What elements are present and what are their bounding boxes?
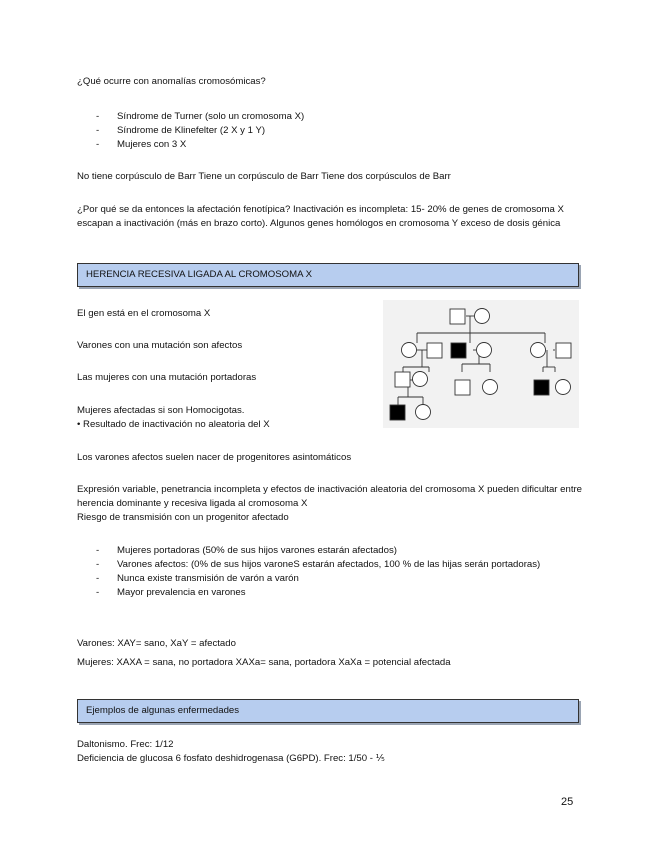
anomalies-list (77, 110, 585, 152)
female-symbol (416, 405, 431, 420)
section-header-recessive-x: HERENCIA RECESIVA LIGADA AL CROMOSOMA X (77, 263, 579, 287)
affected-male-symbol (451, 343, 466, 358)
list-item: - Síndrome de Klinefelter (2 X y 1 Y) (77, 124, 585, 138)
genotype-females-text: Mujeres: XAXA = sana, no portadora XAXa= sana, portadora XaXa = potencial afectada (77, 657, 451, 668)
male-symbol (556, 343, 571, 358)
female-symbol (556, 380, 571, 395)
males-affected-text: Varones con una mutación son afectos (77, 340, 243, 351)
affected-male-symbol (390, 405, 405, 420)
risk-title: Riesgo de transmisión con un progenitor afectado (77, 512, 289, 523)
risk-list (77, 544, 585, 600)
female-symbol (477, 343, 492, 358)
male-symbol (395, 372, 410, 387)
list-item: - Mujeres portadoras (50% de sus hijos varones estarán afectados) (77, 544, 585, 558)
female-symbol (402, 343, 417, 358)
female-symbol (413, 372, 428, 387)
inactivation-paragraph: ¿Por qué se da entonces la afectación fenotípica? Inactivación es incompleta: 15- 20% de genes de cromosoma X escapan a inactivación (más en brazo corto). Algunos genes homólogos en cromosoma Y exceso de dosis génica (77, 204, 564, 229)
non-random-inactivation-text: • Resultado de inactivación no aleatoria del X (77, 419, 270, 430)
male-symbol (427, 343, 442, 358)
female-symbol (531, 343, 546, 358)
asymptomatic-parents-text: Los varones afectos suelen nacer de progenitores asintomáticos (77, 452, 352, 463)
affected-male-symbol (534, 380, 549, 395)
list-item: - Síndrome de Turner (solo un cromosoma X) (77, 110, 585, 124)
list-item: - Nunca existe transmisión de varón a varón (77, 572, 585, 586)
question-chromosomal-anomalies: ¿Qué ocurre con anomalías cromosómicas? (77, 76, 266, 87)
gene-on-x-text: El gen está en el cromosoma X (77, 308, 211, 319)
male-symbol (450, 309, 465, 324)
females-carriers-text: Las mujeres con una mutación portadoras (77, 372, 257, 383)
female-symbol (475, 309, 490, 324)
list-item: - Varones afectos: (0% de sus hijos varoneS estarán afectados, 100 % de las hijas serán portadoras) (77, 558, 585, 572)
disease-g6pd: Deficiencia de glucosa 6 fosfato deshidrogenasa (G6PD). Frec: 1/50 - ⅕ (77, 753, 385, 764)
affected-women-text: Mujeres afectadas si son Homocigotas. (77, 405, 245, 416)
female-symbol (483, 380, 498, 395)
male-symbol (455, 380, 470, 395)
barr-bodies-line: No tiene corpúsculo de Barr Tiene un corpúsculo de Barr Tiene dos corpúsculos de Barr (77, 171, 451, 182)
expression-paragraph: Expresión variable, penetrancia incompleta y efectos de inactivación aleatoria del cromosoma X pueden dificultar entre herencia dominante y recesiva ligada al cromosoma X (77, 484, 583, 509)
page-number: 25 (561, 796, 574, 808)
list-item: - Mayor prevalencia en varones (77, 586, 585, 600)
section-header-diseases: Ejemplos de algunas enfermedades (77, 699, 579, 723)
list-item: - Mujeres con 3 X (77, 138, 585, 152)
genotype-males-text: Varones: XAY= sano, XaY = afectado (77, 638, 236, 649)
disease-daltonism: Daltonismo. Frec: 1/12 (77, 739, 174, 750)
pedigree-diagram (383, 300, 579, 428)
